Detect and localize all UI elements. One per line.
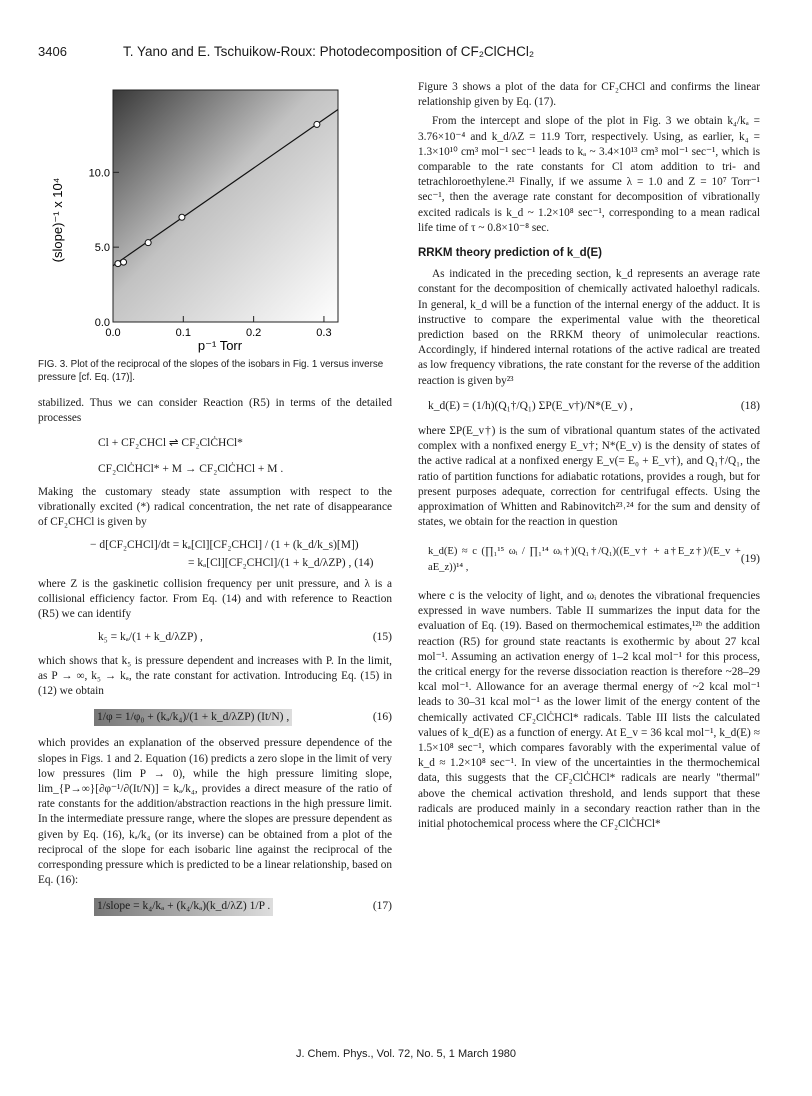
data-point	[314, 121, 320, 127]
x-tick-label: 0.1	[175, 327, 191, 339]
y-axis-label: (slope)⁻¹ x 10⁴	[50, 177, 65, 263]
equation-15: k₅ = kₐ/(1 + k_d/λZP) ,	[98, 631, 203, 644]
equation-19: k_d(E) ≈ c (∏₁¹⁵ ωᵢ / ∏₁¹⁴ ωᵢ†)(Q₁†/Q₁)((E_v† + a†E_z†)/(E_v + aE_z))¹⁴ ,	[428, 546, 741, 573]
equation-number: (15)	[372, 631, 392, 644]
running-title: T. Yano and E. Tschuikow-Roux: Photodecomposition of CF₂ClCHCl₂	[123, 44, 535, 59]
left-column	[38, 396, 392, 926]
equation-number: (17)	[372, 900, 392, 913]
data-point	[121, 259, 127, 265]
y-tick-label: 5.0	[94, 242, 110, 255]
data-point	[179, 214, 185, 220]
equation-number: (18)	[740, 399, 760, 412]
x-axis-label: p⁻¹ Torr	[197, 338, 243, 353]
x-tick-label: 0.3	[316, 327, 332, 339]
paragraph: stabilized. Thus we can consider Reaction (R5) in terms of the detailed processes	[38, 397, 392, 425]
figure-3-plot	[48, 80, 388, 355]
equation-17: 1/slope = k₄/kₐ + (k₄/kₐ)(k_d/λZ) 1/P .	[94, 898, 273, 915]
paragraph: where ΣP(E_v†) is the sum of vibrational quantum states of the activated complex with a nonfixed energy E_v†; N*(E_v) is the density of states of the active radical at a nonfixed energy E_v(= E₀ + E_v†), and Q₁†/Q₁, the ratio of partition functions for adiabatic rotations, provides a rough, but for present purposes adequate, correction for centrifugal effects. Using the approximation of Whitten and Rabinovitch²³˒²⁴ for the sum and density of states, we obtain for the reaction in question	[418, 425, 760, 529]
equation-number: (16)	[372, 711, 392, 724]
paragraph: As indicated in the preceding section, k_d represents an average rate constant for the decomposition of chemically activated haloethyl radicals. In general, k_d will be a function of the internal energy of the adduct. It is instructive to compare the experimental value with the theoretical prediction based on the RRKM theory of unimolecular reactions. Accordingly, if hindered internal rotations of the active radical are treated as low frequency vibrations, the rate constant for the reverse of the addition reaction is given by²³	[418, 268, 760, 387]
paragraph: which provides an explanation of the observed pressure dependence of the slopes in Figs. 1 and 2. Equation (16) predicts a zero slope in the limit of very low pressures (lim P → 0), while the high pressure limiting slope, lim_{P→∞}[∂φ⁻¹/∂(It/N)] = kₐ/k₄, provides a direct measure of the ratio of rate constants for the addition/abstraction reactions in the high pressure limit. In the intermediate pressure range, where the slopes are pressure dependent as given by Eq. (16), kₐ/k₄ (or its inverse) can be obtained from a plot of the reciprocal of the slope for each isobaric line against the reciprocal of the corresponding pressure which is predicted to be a linear relationship, based on Eq. (16):	[38, 737, 392, 887]
x-tick-label: 0.2	[245, 327, 262, 339]
paragraph: where Z is the gaskinetic collision frequency per unit pressure, and λ is a collisional efficiency factor. From Eq. (14) and with reference to Reaction (R5) we can identify	[38, 577, 392, 621]
right-column	[418, 80, 760, 832]
equation-number: (19)	[740, 553, 760, 566]
y-tick-label: 10.0	[88, 167, 110, 180]
data-point	[115, 261, 121, 267]
section-heading: RRKM theory prediction of k_d(E)	[418, 247, 603, 260]
y-tick-label: 0.0	[94, 317, 110, 329]
paragraph: Making the customary steady state assumption with respect to the vibrationally excited (*) radical concentration, the net rate of disappearance of CF₂CHCl is given by	[38, 485, 392, 529]
reaction-2: CF₂ClĊHCl* + M → CF₂ClĊHCl + M .	[98, 462, 284, 475]
paragraph: where c is the velocity of light, and ωᵢ denotes the vibrational frequencies expressed in wave numbers. Table II summarizes the input data for the evaluation of Eq. (19). Based on thermochemical estimates,¹²ᵇ the addition reaction (R5) for ground state reactants is exothermic by about 27 kcal mol⁻¹. Assuming an activation energy of 1–2 kcal mol⁻¹ for this process, the critical energy for the reverse dissociation reaction is therefore ~28–29 kcal mol⁻¹. Allowance for an average thermal energy of ~2 kcal mol⁻¹ leads to 30–31 kcal mol⁻¹ as the lower limit of the energy content of the chemically activated CF₂ClĊHCl* radicals. Table III lists the calculated values of k_d(E) as a function of energy. At E_v = 36 kcal mol⁻¹, k_d(E) ≈ 1.5×10⁸ sec⁻¹, which compares favorably with the experimental value of k_d ≈ 1.2×10⁸ sec⁻¹. In view of the uncertainties in the thermochemical data, this suggests that the CF₂ClĊHCl* radicals are nearly "thermal" above the chemical activation threshold, and lends support that these radicals are produced mainly in a secondary reaction rather than in the initial photochemical process where the CF₂ClĊHCl*	[418, 589, 760, 830]
x-tick-label: 0.0	[105, 327, 121, 339]
equation-14b: = kₐ[Cl][CF₂CHCl]/(1 + k_d/λZP) , (14)	[188, 556, 374, 569]
equation-14a: − d[CF₂CHCl]/dt = kₐ[Cl][CF₂CHCl] / (1 + (k_d/k_s)[M])	[90, 539, 359, 552]
figure-caption: FIG. 3. Plot of the reciprocal of the slopes of the isobars in Fig. 1 versus inverse pressure [cf. Eq. (17)].	[38, 359, 384, 383]
data-point	[145, 240, 151, 246]
page-number: 3406	[38, 44, 67, 59]
equation-18: k_d(E) = (1/h)(Q₁†/Q₁) ΣP(E_v†)/N*(E_v) ,	[428, 399, 633, 412]
equation-16: 1/φ = 1/φ₀ + (kₐ/k₄)/(1 + k_d/λZP) (It/N) ,	[94, 709, 292, 726]
reaction-1: Cl + CF₂CHCl ⇌ CF₂ClĊHCl*	[98, 437, 243, 450]
paragraph: Figure 3 shows a plot of the data for CF₂CHCl and confirms the linear relationship given by Eq. (17).	[418, 81, 760, 109]
journal-footer: J. Chem. Phys., Vol. 72, No. 5, 1 March 1980	[295, 1048, 517, 1060]
paragraph: which shows that k₅ is pressure dependent and increases with P. In the limit, as P → ∞, k₅ → kₐ, the rate constant for activation. Introducing Eq. (15) in (12) we obtain	[38, 654, 392, 698]
paragraph: From the intercept and slope of the plot in Fig. 3 we obtain k₄/kₐ = 3.76×10⁻⁴ and k_d/λZ = 11.9 Torr, respectively. Using, as earlier, k₄ = 1.3×10¹⁰ cm³ mol⁻¹ sec⁻¹ leads to kₐ ~ 3.4×10¹³ cm³ mol⁻¹ sec⁻¹, which is comparable to the rate constants for Cl atom addition to tri- and tetrachloroethylene.²¹ Finally, if we assume λ = 1.0 and Z = 10⁷ Torr⁻¹ sec⁻¹, then the average rate constant for decomposition of vibrationally excited radicals is k_d ~ 1.2×10⁸ sec⁻¹, corresponding to a mean radical life time of τ ~ 0.8×10⁻⁸ sec.	[418, 115, 760, 234]
plot-area	[113, 90, 338, 322]
